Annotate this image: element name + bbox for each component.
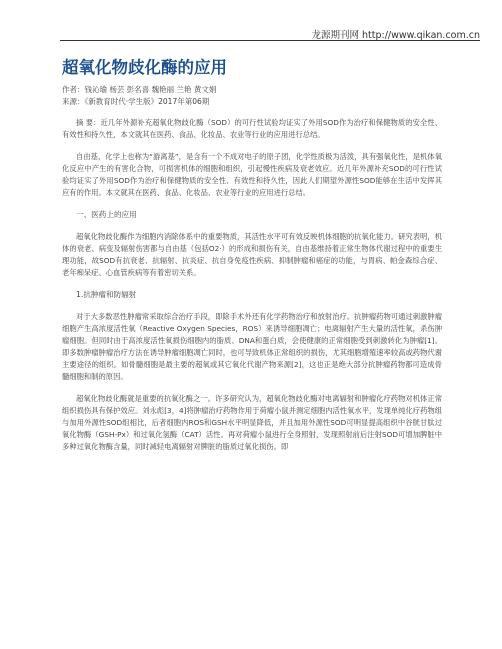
subsection-heading: 1.抗肿瘤和防辐射 <box>76 290 137 299</box>
body-paragraph: 对于大多数恶性肿瘤常采取综合治疗手段，即除手术外还有化学药物治疗和放射治疗。抗肿瘤药物可通过刺激肿瘤细胞产生高浓度活性氧（Reactive Oxygen Species，ROS）来诱导细胞凋亡；电离辐射产生大量的活性氧，杀伤肿瘤细胞。但同时由于高浓度活性氧损伤细胞内的脂质、DNA和蛋白质，会使健康的正常细胞受到刺激转化为肿瘤[1]。即多数肿瘤肿瘤治疗方法在诱导肿瘤细胞凋亡同时，也可导致机体正常组织的损伤，尤其细胞增殖速率较高或药物代谢主要途径的组织。如骨髓细胞是最主要的超氧或其它氧化代谢产物来源[2]，这也正是绝大部分抗肿瘤药物都可造成骨髓细胞和制的原因。 <box>62 312 442 381</box>
header-divider <box>60 40 480 41</box>
source-line: 来源：《新教育时代·学生版》2017年第06期 <box>62 96 210 106</box>
body-paragraph: 超氧化物歧化酶作为细胞内消除体系中的重要物质，其活性水平可有效反映机体细胞的抗氧化能力。研究表明，机体的衰老、病变及辐射伤害都与自由基（包括O2·）的形成和损伤有关，自由基维持着正常生物体代谢过程中的重要生理功能，故SOD有抗衰老、抗辐射、抗炎症、抗自身免疫性疾病、抑制肿瘤和癌症的功能，与胃病、帕金森综合症、老年痴呆症、心血管疾病等有着密切关系。 <box>62 232 442 277</box>
body-paragraph: 自由基，化学上也称为“游离基”，是含有一个不成对电子的原子团，化学性质极为活泼，具有强氧化性，是机体氧化反应中产生的有害化合物，可损害机体的细胞和组织，引起慢性疾病及衰老效应。近几年外源补充SOD的可行性试验均证实了外用SOD作为治疗和保健物质的安全性、有效性和持久性，因此人们期望外源性SOD能够在生活中发挥其应有的作用。本文就其在医药、食品、化妆品、农业等行业的应用进行总结。 <box>62 152 442 197</box>
article-title: 超氧化物歧化酶的应用 <box>62 58 227 77</box>
body-paragraph: 超氧化物歧化酶就是重要的抗氧化酶之一。许多研究认为，超氧化物歧化酶对电离辐射和肿瘤化疗药物对机体正常组织损伤具有保护效应。刘永彪[3，4]将肿瘤治疗药物作用于荷瘤小鼠并测定细胞内活性氧水平，发现单纯化疗药物组与加用外源性SOD组相比，后者细胞内ROS和GSH水平明显降低，并且加用外源性SOD可明显提高组织中谷胱甘肽过氧化物酶（GSH-Px）和过氧化氢酶（CAT）活性。再对荷瘤小鼠进行全身照射，发现照射前后注射SOD可增加脾脏中多种过氧化物酶含量，同时减轻电离辐射对脾脏的脂质过氧化损伤。即 <box>62 394 442 451</box>
abstract: 摘 要：近几年外源补充超氧化物歧化酶（SOD）的可行性试验均证实了外用SOD作为治疗和保健物质的安全性、有效性和持久性，本文就其在医药、食品、化妆品、农业等行业的应用进行总结。 <box>62 118 442 139</box>
authors-line: 作者：钱沁瑜 杨芸 彭名喜 魏艳丽 兰艳 黄文娟 <box>62 85 217 94</box>
site-name[interactable]: 龙源期刊网 http://www.qikan.com.cn <box>311 30 480 41</box>
page-header <box>0 0 502 42</box>
abstract-block <box>62 117 442 141</box>
section-heading: 一、医药上的应用 <box>76 210 137 219</box>
article <box>62 58 442 453</box>
